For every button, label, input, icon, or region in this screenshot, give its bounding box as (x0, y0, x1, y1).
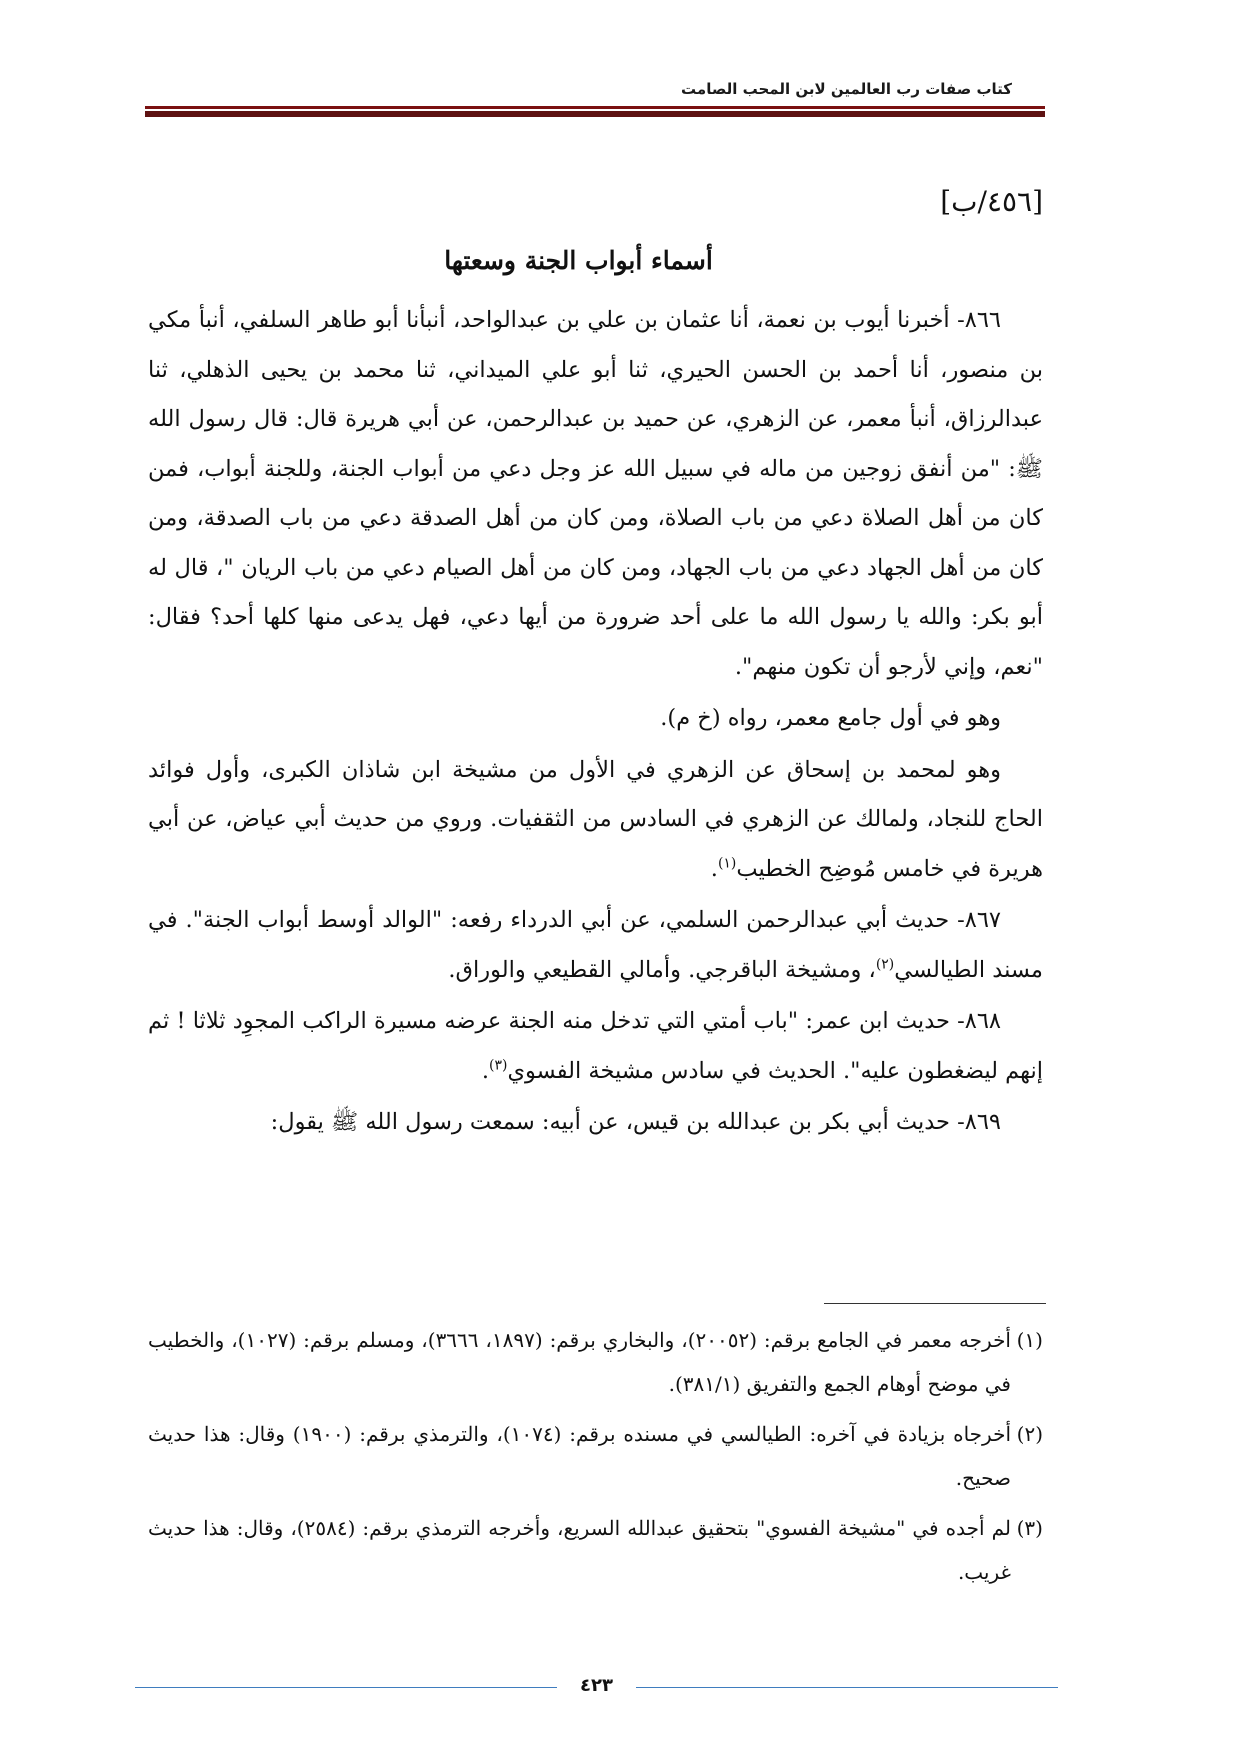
hadith-868-paragraph (148, 997, 1043, 1096)
hadith-866-paragraph (148, 296, 1043, 692)
footer-rule-left (135, 1687, 557, 1688)
footnotes (148, 1318, 1043, 1600)
footnote-text: لم أجده في "مشيخة الفسوي" بتحقيق عبدالله السريع، وأخرجه الترمذي برقم: (٢٥٨٤)، وقال: هذا حديث غريب. (148, 1516, 1011, 1584)
running-header: كتاب صفات رب العالمين لابن المحب الصامت (681, 80, 1012, 98)
page-number: ٤٢٣ (580, 1675, 613, 1696)
footnote-3 (148, 1506, 1043, 1594)
paragraph-text-end: ، ومشيخة الباقرجي. وأمالي القطيعي والوراق. (448, 956, 876, 983)
footnote-text: أخرجاه بزيادة في آخره: الطيالسي في مسنده برقم: (١٠٧٤)، والترمذي برقم: (١٩٠٠) وقال: هذا حديث صحيح. (148, 1422, 1012, 1490)
section-title: أسماء أبواب الجنة وسعتها (444, 246, 713, 275)
paragraph-text: ٨٦٦- أخبرنا أيوب بن نعمة، أنا عثمان بن علي بن عبدالواحد، أنبأنا أبو طاهر السلفي، أنبأ مكي بن منصور، أنا أحمد بن الحسن الحيري، ثنا أبو علي الميداني، ثنا محمد بن يحيى الذهلي، ثنا عبدالرزاق، أنبأ معمر، عن الزهري، عن حميد بن عبدالرحمن، عن أبي هريرة قال: قال رسول الله ﷺ: "من أنفق زوجين من ماله في سبيل الله عز وجل دعي من أبواب الجنة، وللجنة أبواب، فمن كان من أهل الصلاة دعي من باب الصلاة، ومن كان من أهل الصدقة دعي من باب الصدقة، ومن كان من أهل الجهاد دعي من باب الجهاد، ومن كان من أهل الصيام دعي من باب الريان "، قال له أبو بكر: والله يا رسول الله ما على أحد ضرورة من أيها دعي، فهل يدعى منها كلها أحد؟ فقال: "نعم، وإني لأرجو أن تكون منهم". (148, 307, 1043, 680)
paragraph-text: وهو لمحمد بن إسحاق عن الزهري في الأول من مشيخة ابن شاذان الكبرى، وأول فوائد الحاج للنجاد، ولمالك عن الزهري في السادس من الثقفيات. وروي من حديث أبي عياض، عن أبي هريرة في خامس مُوضِح الخطيب (148, 756, 1043, 882)
header-rule-thin (145, 106, 1045, 109)
footnote-2 (148, 1412, 1043, 1500)
hadith-866-source-note (148, 694, 1043, 744)
folio-reference: [٤٥٦/ب] (940, 185, 1043, 218)
footnote-ref-3[interactable]: (٣) (489, 1057, 508, 1073)
paragraph-text-end: . (481, 1057, 490, 1084)
hadith-867-paragraph (148, 896, 1043, 995)
footnote-1 (148, 1318, 1043, 1406)
footer-rule-right (636, 1687, 1058, 1688)
footnote-text: أخرجه معمر في الجامع برقم: (٢٠٠٥٢)، والبخاري برقم: (١٨٩٧، ٣٦٦٦)، ومسلم برقم: (١٠٢٧)، والخطيب في موضح أوهام الجمع والتفريق (٣٨١/١). (148, 1328, 1011, 1396)
header-rule-thick (145, 111, 1045, 117)
footnote-ref-1[interactable]: (١) (717, 855, 737, 871)
paragraph-text: ٨٦٩- حديث أبي بكر بن عبدالله بن قيس، عن أبيه: سمعت رسول الله ﷺ يقول: (270, 1109, 1001, 1135)
paragraph-text: ٨٦٨- حديث ابن عمر: "باب أمتي التي تدخل منه الجنة عرضه مسيرة الراكب المجوِد ثلاثا ! ثم إنهم ليضغطون عليه". الحديث في سادس مشيخة الفسوي (148, 1008, 1043, 1084)
footnote-number: (٣) (1016, 1516, 1043, 1540)
footnote-number: (١) (1016, 1328, 1043, 1352)
paragraph-text-end: . (710, 855, 718, 882)
hadith-866-additional-note (148, 746, 1043, 895)
footnote-ref-2[interactable]: (٢) (875, 956, 895, 972)
body-text (148, 296, 1043, 1150)
paragraph-text: وهو في أول جامع معمر، رواه (خ م). (660, 705, 1001, 731)
paragraph-text: ٨٦٧- حديث أبي عبدالرحمن السلمي، عن أبي الدرداء رفعه: "الوالد أوسط أبواب الجنة". في مسند الطيالسي (148, 907, 1043, 983)
hadith-869-paragraph (148, 1098, 1043, 1148)
footnote-separator (824, 1303, 1046, 1304)
footnote-number: (٢) (1016, 1422, 1044, 1446)
